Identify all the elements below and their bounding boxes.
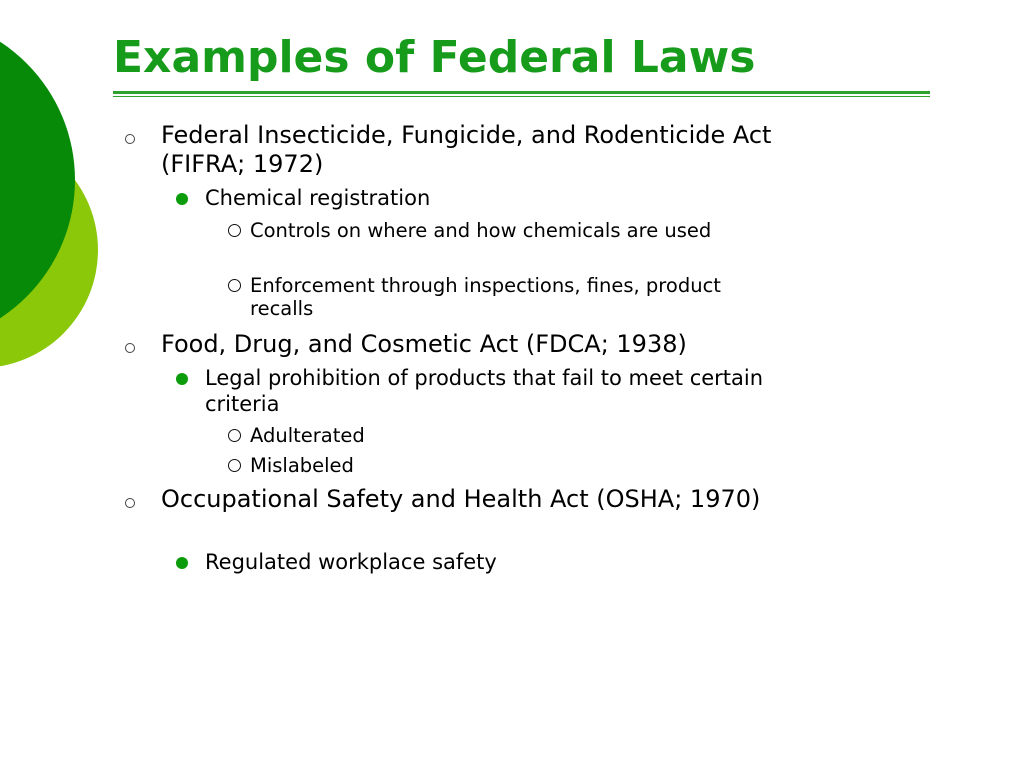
bullet-text: Controls on where and how chemicals are used [250, 219, 712, 242]
bullet-text: Enforcement through inspections, fines, product recalls [250, 274, 721, 320]
hollow-circle-bullet-icon [228, 459, 241, 472]
bullet-text: Legal prohibition of products that fail to meet certain criteria [205, 366, 764, 416]
filled-circle-bullet-icon [176, 193, 188, 205]
bullet-text: Mislabeled [250, 454, 354, 477]
bullet-item-enforcement [250, 274, 770, 320]
hollow-circle-bullet-icon [125, 498, 135, 508]
hollow-circle-bullet-icon [125, 134, 135, 144]
bullet-text: Occupational Safety and Health Act (OSHA; 1970) [161, 485, 761, 513]
slide-title: Examples of Federal Laws [113, 32, 756, 83]
bullet-item-controls [250, 219, 770, 242]
bullet-item-legal-prohibition [205, 365, 765, 417]
bullet-item-chemical-registration [205, 185, 765, 211]
bullet-item-osha [161, 485, 801, 514]
bullet-text: Regulated workplace safety [205, 550, 497, 574]
bullet-item-fifra [161, 121, 801, 179]
hollow-circle-bullet-icon [228, 429, 241, 442]
hollow-circle-bullet-icon [228, 224, 241, 237]
filled-circle-bullet-icon [176, 557, 188, 569]
hollow-circle-bullet-icon [228, 279, 241, 292]
bullet-text: Federal Insecticide, Fungicide, and Rodenticide Act (FIFRA; 1972) [161, 121, 772, 178]
filled-circle-bullet-icon [176, 373, 188, 385]
bullet-item-mislabeled [250, 454, 770, 477]
bullet-text: Adulterated [250, 424, 365, 447]
bullet-item-adulterated [250, 424, 770, 447]
bullet-item-fdca [161, 330, 801, 359]
bullet-text: Chemical registration [205, 186, 431, 210]
bullet-item-regulated-workplace [205, 549, 765, 575]
bullet-text: Food, Drug, and Cosmetic Act (FDCA; 1938) [161, 330, 687, 358]
hollow-circle-bullet-icon [125, 343, 135, 353]
